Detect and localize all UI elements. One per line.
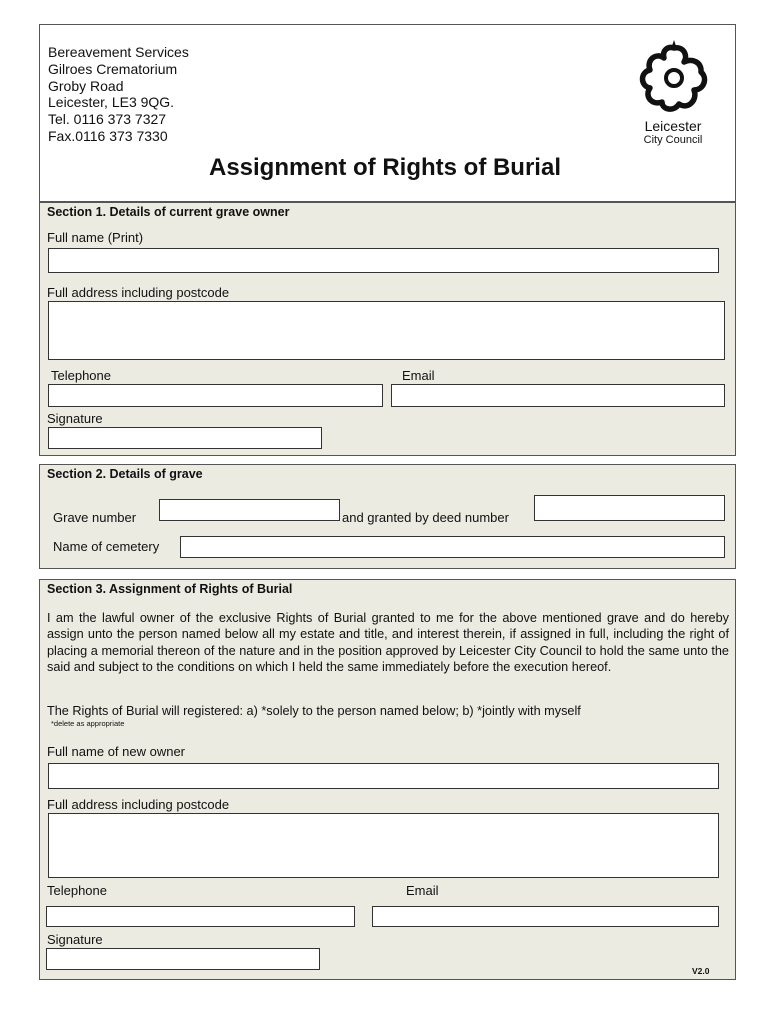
- deed-number-label: and granted by deed number: [342, 510, 509, 525]
- section-1-title: Section 1. Details of current grave owner: [47, 205, 290, 219]
- contact-address: [48, 44, 189, 145]
- logo-text-city-council: City Council: [643, 134, 703, 146]
- leicester-rose-icon: [632, 40, 716, 118]
- full-name-label: Full name (Print): [47, 230, 144, 245]
- page-title: Assignment of Rights of Burial: [208, 154, 561, 181]
- new-owner-address-field[interactable]: [48, 813, 719, 878]
- cemetery-name-field[interactable]: [180, 536, 725, 558]
- current-owner-address-field[interactable]: [48, 301, 725, 360]
- registration-options: The Rights of Burial will registered: a) *solely to the person named below; b) *jointly with myself: [47, 704, 581, 718]
- section-3-title: Section 3. Assignment of Rights of Burial: [47, 582, 293, 596]
- assignment-statement: I am the lawful owner of the exclusive Rights of Burial granted to me for the above mentioned grave and do hereby assign unto the person named below all my estate and title, and interest therein, if assigned in full, including the right of placing a memorial thereon of the nature and in the position approved by Leicester City Council to hold the same unto the said and subject to the conditions on which I held the same immediately before the execution hereof.: [47, 611, 729, 674]
- new-owner-name-label: Full name of new owner: [47, 744, 186, 759]
- deed-number-field[interactable]: [534, 495, 725, 521]
- telephone-line: Tel. 0116 373 7327: [48, 111, 167, 128]
- new-owner-signature-field[interactable]: [46, 948, 320, 970]
- address-line: Groby Road: [48, 77, 124, 94]
- new-owner-telephone-label: Telephone: [47, 883, 107, 898]
- grave-number-field[interactable]: [159, 499, 340, 521]
- address-line: Gilroes Crematorium: [48, 60, 178, 77]
- cemetery-label: Name of cemetery: [53, 539, 160, 554]
- current-owner-signature-field[interactable]: [48, 427, 322, 449]
- new-owner-email-label: Email: [406, 883, 439, 898]
- new-owner-signature-label: Signature: [47, 932, 103, 947]
- new-owner-telephone-field[interactable]: [46, 906, 355, 927]
- telephone-label: Telephone: [51, 368, 111, 383]
- grave-number-label: Grave number: [53, 510, 137, 525]
- section-2-title: Section 2. Details of grave: [47, 467, 203, 481]
- new-owner-name-field[interactable]: [48, 763, 719, 789]
- address-label: Full address including postcode: [47, 285, 230, 300]
- logo-text-leicester: Leicester: [644, 118, 702, 134]
- current-owner-name-field[interactable]: [48, 248, 719, 273]
- version-label: V2.0: [692, 966, 710, 976]
- address-line: Leicester, LE3 9QG.: [48, 94, 175, 111]
- delete-note: *delete as appropriate: [51, 719, 125, 728]
- new-owner-address-label: Full address including postcode: [47, 797, 230, 812]
- signature-label: Signature: [47, 411, 103, 426]
- current-owner-email-field[interactable]: [391, 384, 725, 407]
- fax-line: Fax.0116 373 7330: [48, 127, 168, 144]
- address-line: Bereavement Services: [48, 44, 189, 60]
- current-owner-telephone-field[interactable]: [48, 384, 383, 407]
- email-label: Email: [402, 368, 435, 383]
- new-owner-email-field[interactable]: [372, 906, 719, 927]
